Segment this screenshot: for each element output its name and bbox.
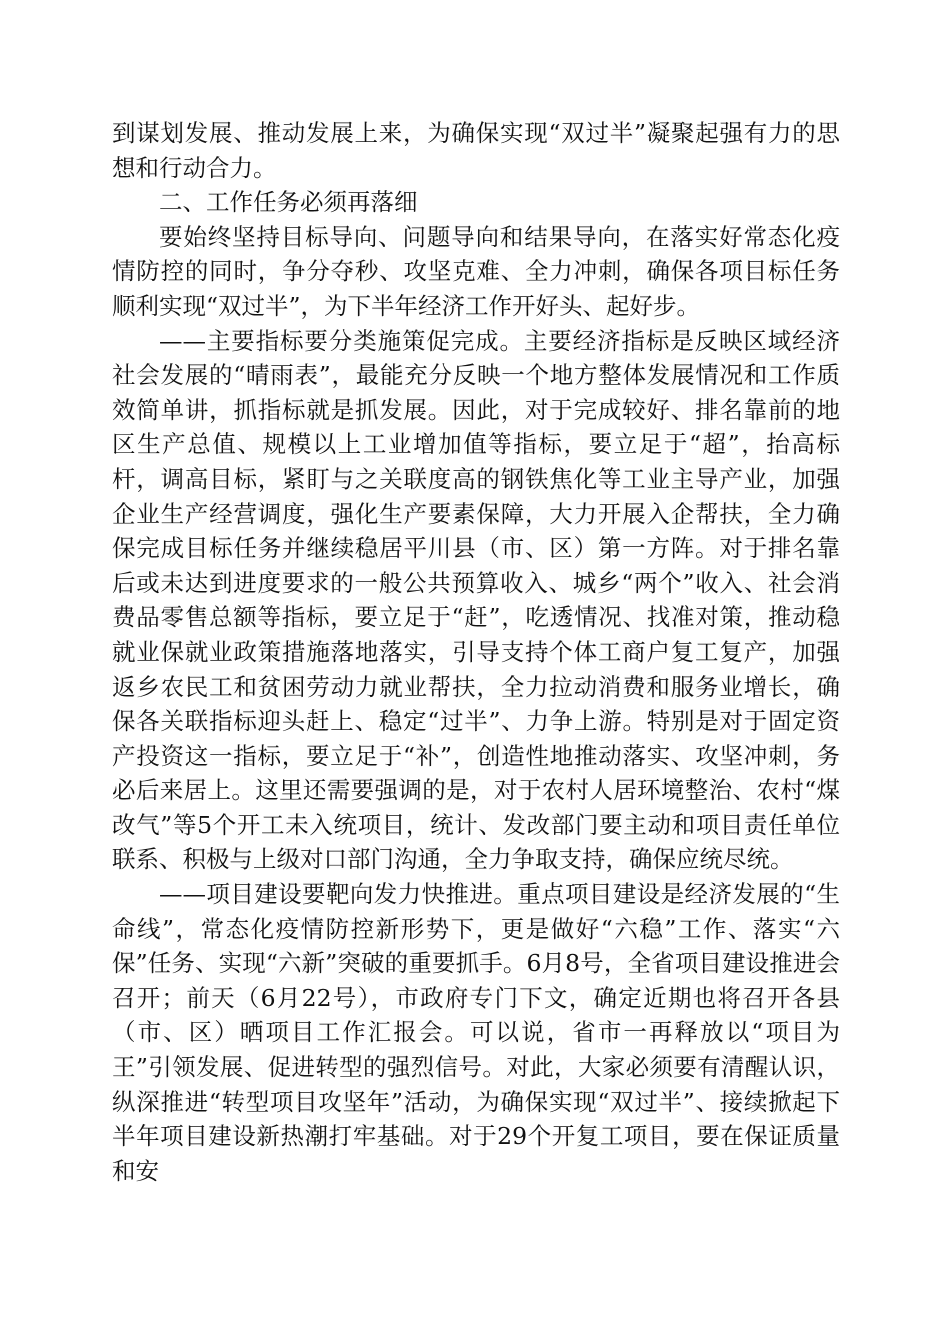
section-heading: 二、工作任务必须再落细	[159, 188, 418, 217]
paragraph-continuation: 到谋划发展、推动发展上来，为确保实现“双过半”凝聚起强有力的思想和行动合力。	[112, 119, 840, 182]
paragraph-projects: ——项目建设要靶向发力快推进。重点项目建设是经济发展的“生命线”，常态化疫情防控新形势下，更是做好“六稳”工作、落实“六保”任务、实现“六新”突破的重要抓手。6月8号，全省项目建设推进会召开；前天（6月22号），市政府专门下文，确定近期也将召开各县（市、区）晒项目工作汇报会。可以说，省市一再释放以“项目为王”引领发展、促进转型的强烈信号。对此，大家必须要有清醒认识，纵深推进“转型项目攻坚年”活动，为确保实现“双过半”、接续掀起下半年项目建设新热潮打牢基础。对于29个开复工项目，要在保证质量和安	[112, 880, 840, 1185]
paragraph-indicators: ——主要指标要分类施策促完成。主要经济指标是反映区域经济社会发展的“晴雨表”，最能充分反映一个地方整体发展情况和工作质效简单讲，抓指标就是抓发展。因此，对于完成较好、排名靠前的地区生产总值、规模以上工业增加值等指标，要立足于“超”，抬高标杆，调高目标，紧盯与之关联度高的钢铁焦化等工业主导产业，加强企业生产经营调度，强化生产要素保障，大力开展入企帮扶，全力确保完成目标任务并继续稳居平川县（市、区）第一方阵。对于排名靠后或未达到进度要求的一般公共预算收入、城乡“两个”收入、社会消费品零售总额等指标，要立足于“赶”，吃透情况、找准对策，推动稳就业保就业政策措施落地落实，引导支持个体工商户复工复产，加强返乡农民工和贫困劳动力就业帮扶，全力拉动消费和服务业增长，确保各关联指标迎头赶上、稳定“过半”、力争上游。特别是对于固定资产投资这一指标，要立足于“补”，创造性地推动落实、攻坚冲刺，务必后来居上。这里还需要强调的是，对于农村人居环境整治、农村“煤改气”等5个开工未入统项目，统计、发改部门要主动和项目责任单位联系、积极与上级对口部门沟通，全力争取支持，确保应统尽统。	[112, 326, 840, 874]
document-page	[112, 116, 840, 1188]
paragraph-intro: 要始终坚持目标导向、问题导向和结果导向，在落实好常态化疫情防控的同时，争分夺秒、攻坚克难、全力冲刺，确保各项目标任务顺利实现“双过半”，为下半年经济工作开好头、起好步。	[112, 222, 840, 320]
